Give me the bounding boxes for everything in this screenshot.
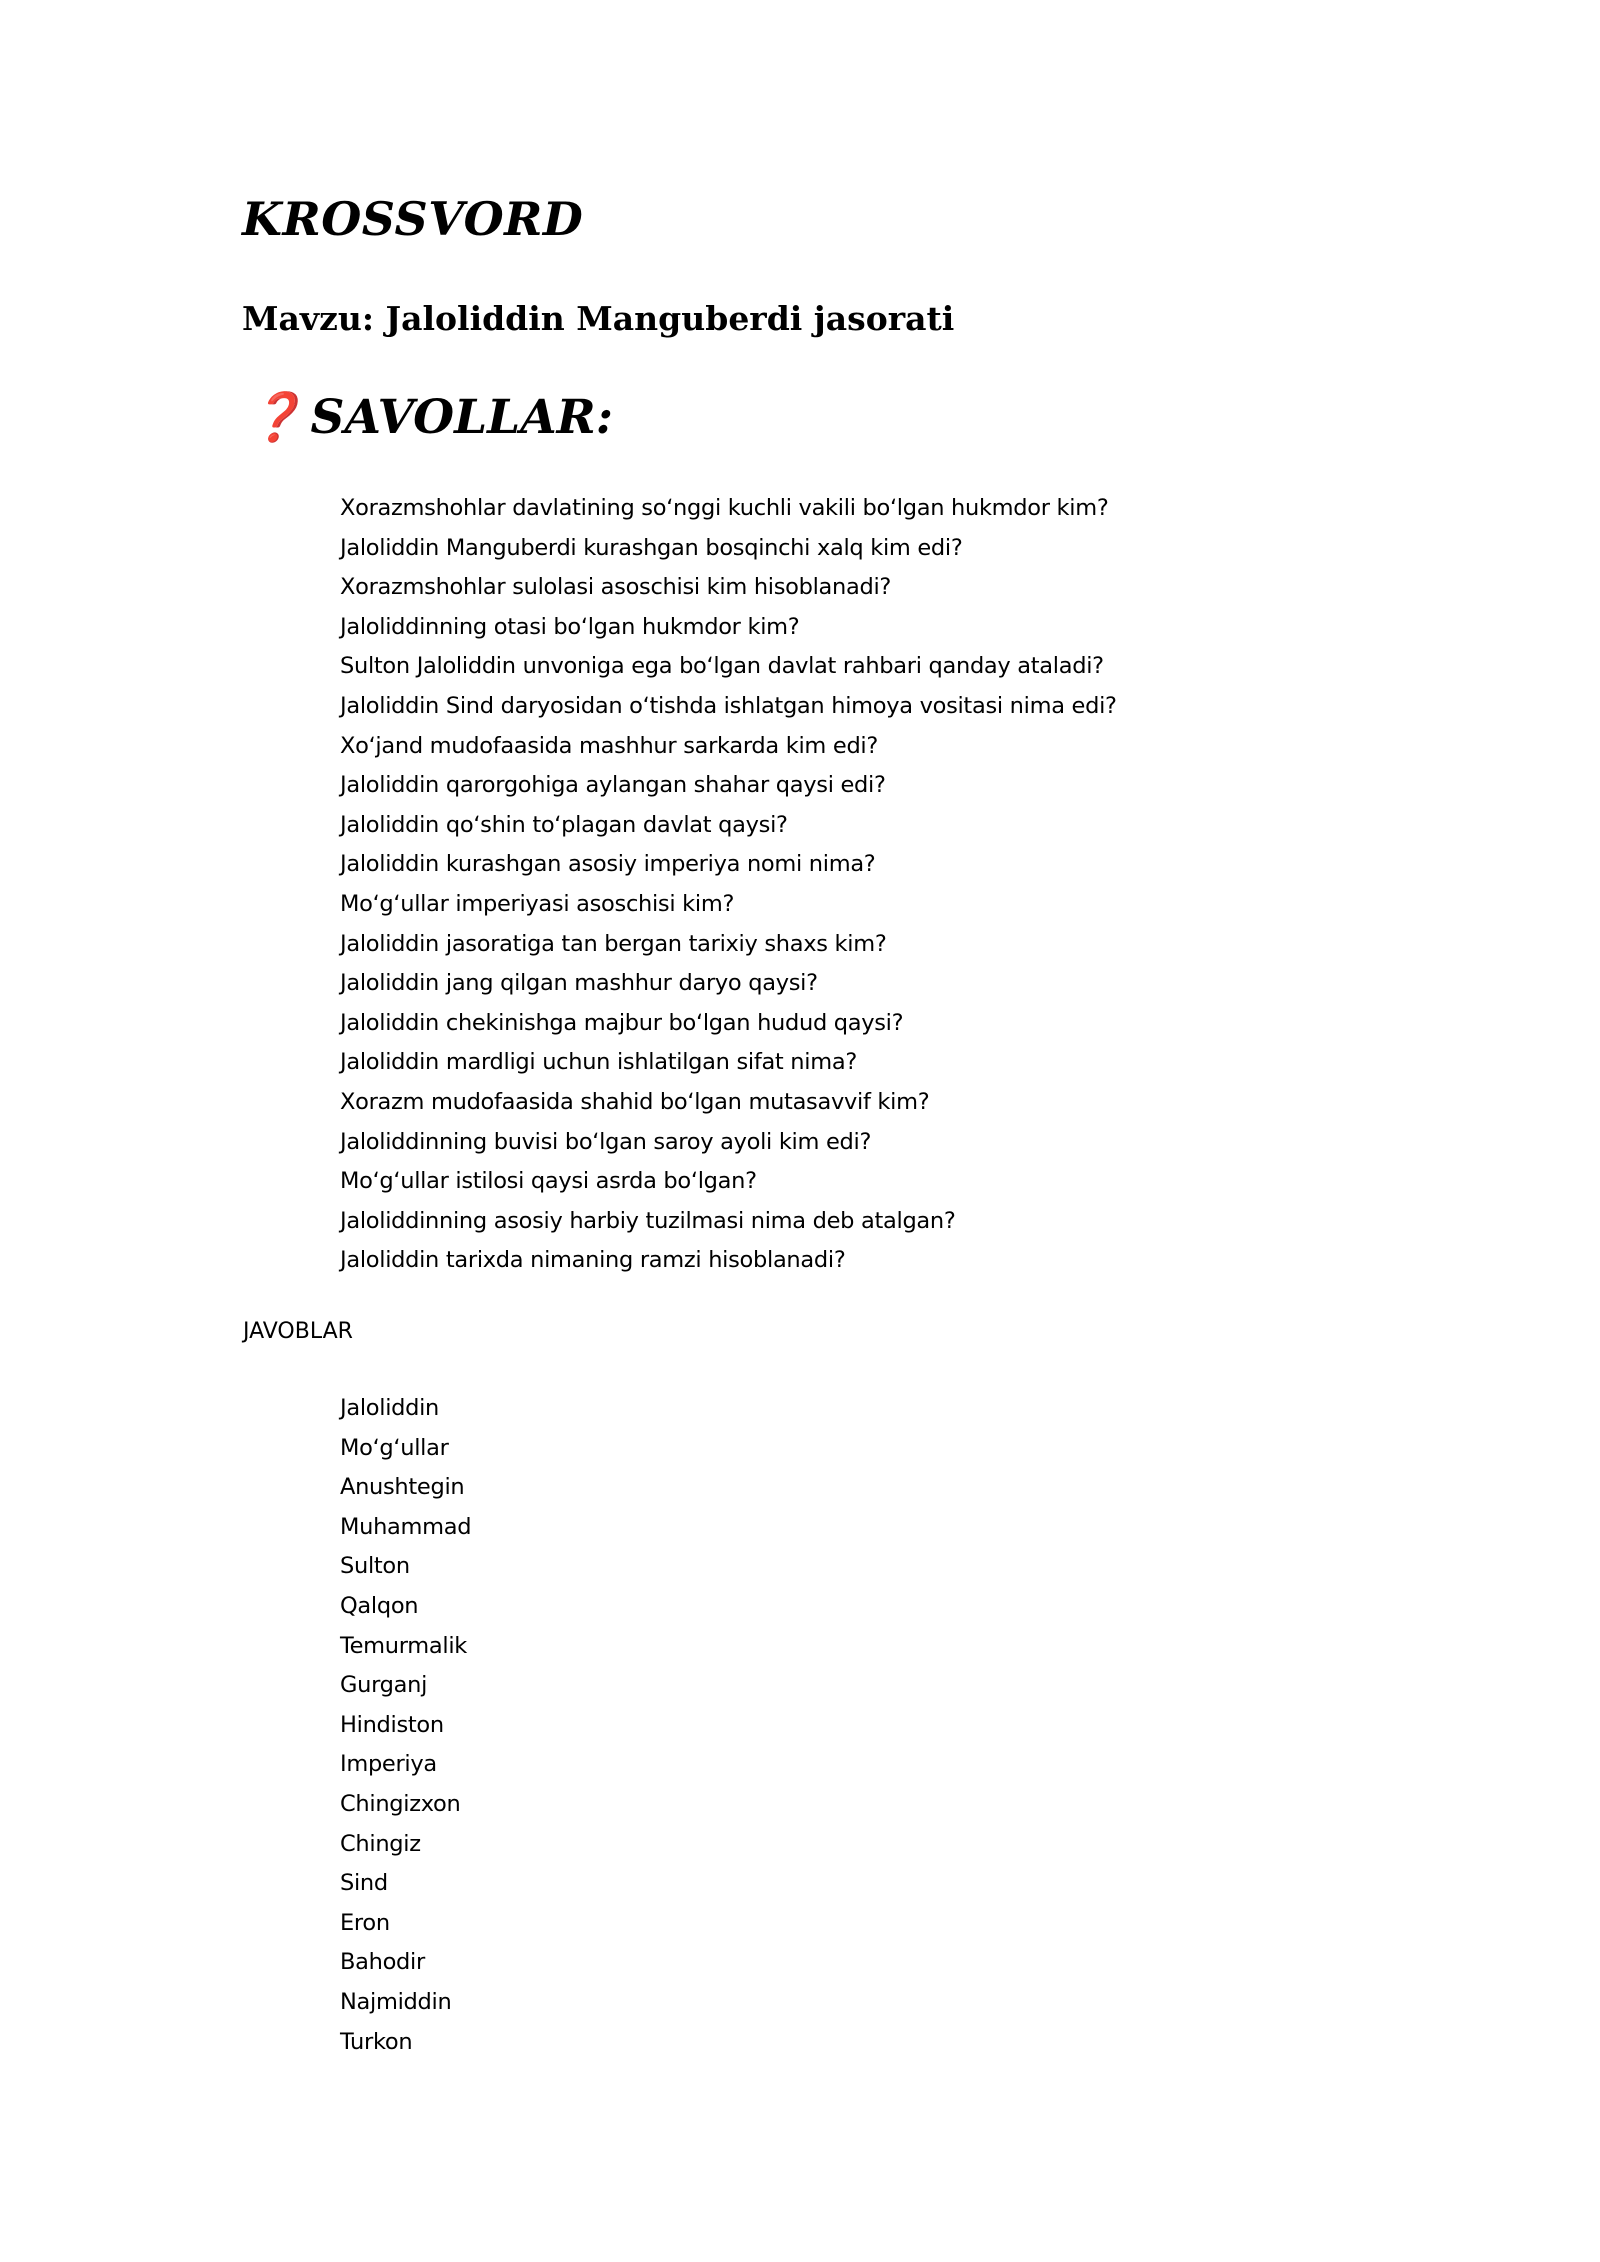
question-item-text: Jaloliddin Manguberdi kurashgan bosqinchi xalq kim edi? bbox=[340, 534, 963, 561]
questions-heading bbox=[246, 390, 614, 445]
answer-item-text: Moʻgʻullar bbox=[340, 1434, 449, 1461]
answer-item-text: Imperiya bbox=[340, 1751, 437, 1778]
question-item-text: Jaloliddin qoʻshin toʻplagan davlat qaysi? bbox=[340, 811, 788, 838]
question-item-text: Jaloliddin jang qilgan mashhur daryo qaysi? bbox=[340, 970, 818, 997]
answers-heading: JAVOBLAR bbox=[243, 1319, 353, 1344]
questions-heading-label: SAVOLLAR: bbox=[310, 390, 614, 445]
answer-item-text: Chingiz bbox=[340, 1830, 421, 1857]
answer-item-text: Chingizxon bbox=[340, 1790, 461, 1817]
question-item-text: Jaloliddinning otasi boʻlgan hukmdor kim? bbox=[340, 613, 800, 640]
question-item-text: Jaloliddin chekinishga majbur boʻlgan hudud qaysi? bbox=[340, 1009, 904, 1036]
answer-item-text: Anushtegin bbox=[340, 1474, 465, 1501]
answer-item-text: Eron bbox=[340, 1909, 390, 1936]
answer-item-text: Najmiddin bbox=[340, 1988, 452, 2015]
question-item-text: Moʻgʻullar istilosi qaysi asrda boʻlgan? bbox=[340, 1168, 757, 1195]
question-item-text: Xorazmshohlar sulolasi asoschisi kim hisoblanadi? bbox=[340, 574, 892, 601]
answer-item-text: Qalqon bbox=[340, 1592, 419, 1619]
document-title: KROSSVORD bbox=[242, 192, 584, 246]
question-item-text: Xorazm mudofaasida shahid boʻlgan mutasavvif kim? bbox=[340, 1088, 930, 1115]
answer-item-text: Jaloliddin bbox=[340, 1395, 440, 1421]
question-item-text: Xoʻjand mudofaasida mashhur sarkarda kim edi? bbox=[340, 732, 879, 759]
question-item-text: Jaloliddin Sind daryosidan oʻtishda ishlatgan himoya vositasi nima edi? bbox=[340, 692, 1117, 719]
topic-heading: Mavzu: Jaloliddin Manguberdi jasorati bbox=[242, 299, 955, 338]
answer-item-text: Sind bbox=[340, 1870, 388, 1897]
question-item-text: Jaloliddinning buvisi boʻlgan saroy ayoli kim edi? bbox=[340, 1128, 872, 1155]
question-mark-icon: ❓ bbox=[246, 390, 305, 445]
answer-item-text: Sulton bbox=[340, 1553, 410, 1580]
answer-item-text: Muhammad bbox=[340, 1513, 472, 1540]
answer-item-text: Bahodir bbox=[340, 1949, 425, 1976]
question-item-text: Sulton Jaloliddin unvoniga ega boʻlgan davlat rahbari qanday ataladi? bbox=[340, 653, 1104, 680]
answer-item-text: Hindiston bbox=[340, 1711, 444, 1738]
answer-item-text: Temurmalik bbox=[340, 1632, 468, 1659]
question-item-text: Jaloliddin kurashgan asosiy imperiya nomi nima? bbox=[340, 851, 876, 878]
question-item-text: Xorazmshohlar davlatining soʻnggi kuchli vakili boʻlgan hukmdor kim? bbox=[340, 495, 1109, 521]
answer-item-text: Gurganj bbox=[340, 1672, 428, 1699]
question-item-text: Jaloliddinning asosiy harbiy tuzilmasi nima deb atalgan? bbox=[340, 1207, 956, 1234]
answer-item-text: Turkon bbox=[340, 2028, 413, 2055]
question-item-text: Jaloliddin qarorgohiga aylangan shahar qaysi edi? bbox=[340, 772, 886, 799]
question-item-text: Jaloliddin mardligi uchun ishlatilgan sifat nima? bbox=[340, 1049, 857, 1076]
question-item-text: Jaloliddin tarixda nimaning ramzi hisoblanadi? bbox=[340, 1247, 846, 1274]
question-item-text: Jaloliddin jasoratiga tan bergan tarixiy shaxs kim? bbox=[340, 930, 887, 957]
question-item-text: Moʻgʻullar imperiyasi asoschisi kim? bbox=[340, 890, 735, 917]
